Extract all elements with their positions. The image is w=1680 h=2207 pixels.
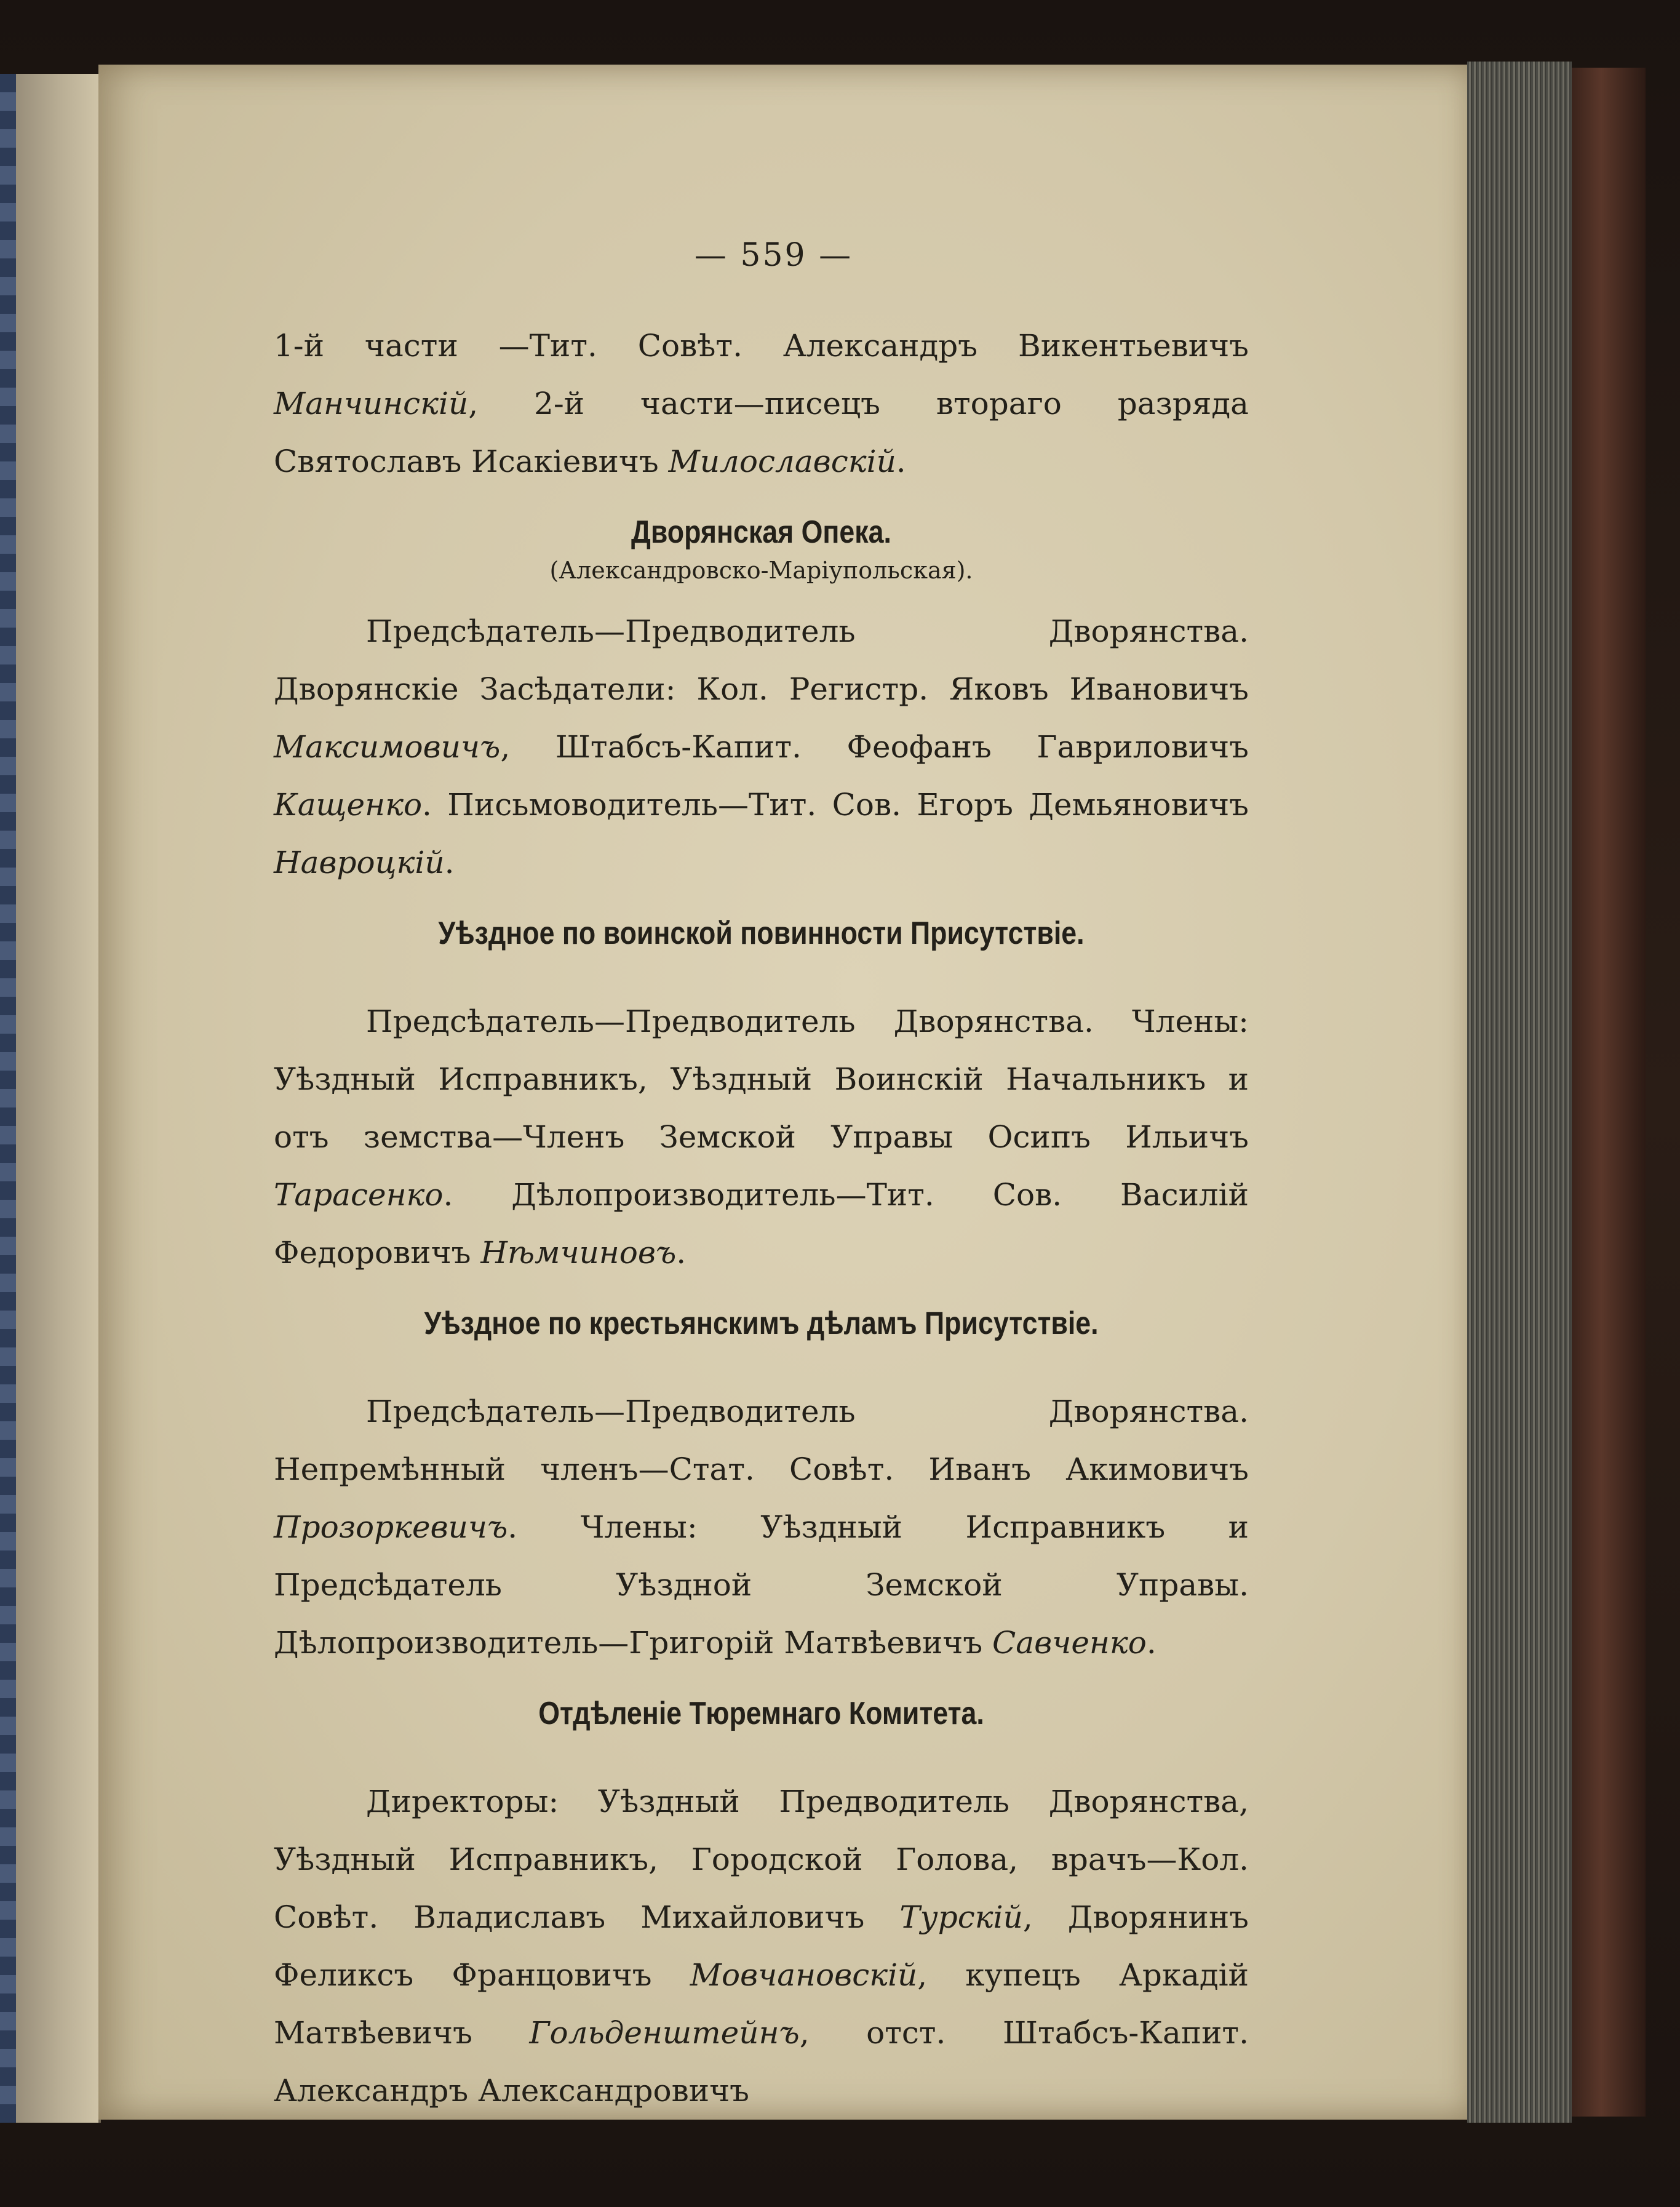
page-content xyxy=(274,237,1249,2120)
page-stack-edge xyxy=(1467,62,1572,2123)
person-name: Навроцкій xyxy=(274,845,445,880)
section-heading-peasant: Уѣздное по крестьянскимъ дѣламъ Присутствіе. xyxy=(424,1306,1099,1341)
paragraph-opeka: Предсѣдатель—Предводитель Дворянства. Дворянскіе Засѣдатели: Кол. Регистр. Яковъ Ивановичъ Максимовичъ, Штабсъ-Капит. Феофанъ Гавриловичъ Кащенко. Письмоводитель—Тит. Сов. Егоръ Демьяновичъ Навроцкій. xyxy=(274,613,1249,880)
person-name: Кащенко xyxy=(274,787,423,823)
page-number: — 559 — xyxy=(694,237,853,274)
section-heading-opeka: Дворянская Опека. xyxy=(631,514,891,550)
person-name: Мовчановскій xyxy=(690,1957,918,1993)
paragraph-intro: 1-й части —Тит. Совѣт. Александръ Викентьевичъ Манчинскій, 2-й части—писецъ втораго разряда Святославъ Исакіевичъ Милославскій. xyxy=(274,328,1249,479)
section-heading-military: Уѣздное по воинской повинности Присутствіе. xyxy=(438,916,1085,951)
section-heading-prison: Отдѣленіе Тюремнаго Комитета. xyxy=(538,1696,984,1731)
left-cover-strip xyxy=(0,74,16,2123)
person-name: Тарасенко xyxy=(274,1177,444,1213)
right-cover xyxy=(1572,68,1646,2117)
person-name: Гольденштейнъ xyxy=(529,2015,800,2051)
person-name: Максимовичъ xyxy=(274,729,501,765)
person-name: Манчинскій xyxy=(274,386,469,421)
section-subtitle: (Александровско-Маріупольская). xyxy=(549,557,973,584)
person-name: Турскій xyxy=(899,1899,1023,1935)
person-name: Нѣмчиновъ xyxy=(480,1235,677,1271)
person-name: Милославскій xyxy=(668,444,896,479)
paragraph-military: Предсѣдатель—Предводитель Дворянства. Члены: Уѣздный Исправникъ, Уѣздный Воинскій Начальникъ и отъ земства—Членъ Земской Управы Осипъ Ильичъ Тарасенко. Дѣлопроизводитель—Тит. Сов. Василій Федоровичъ Нѣмчиновъ. xyxy=(274,1004,1249,1271)
paragraph-peasant: Предсѣдатель—Предводитель Дворянства. Непремѣнный членъ—Стат. Совѣт. Иванъ Акимовичъ Прозоркевичъ. Члены: Уѣздный Исправникъ и Предсѣдатель Уѣздной Земской Управы. Дѣлопроизводитель—Григорій Матвѣевичъ Савченко. xyxy=(274,1394,1249,1661)
person-name: Прозоркевичъ xyxy=(274,1509,508,1545)
paragraph-prison: Директоры: Уѣздный Предводитель Дворянства, Уѣздный Исправникъ, Городской Голова, врачъ—Кол. Совѣт. Владиславъ Михайловичъ Турскій, Дворянинъ Феликсъ Францовичъ Мовчановскій, купецъ Аркадій Матвѣевичъ Гольденштейнъ, отст. Штабсъ-Капит. Александръ Александровичъ xyxy=(274,1784,1249,2109)
person-name: Савченко xyxy=(992,1625,1147,1661)
